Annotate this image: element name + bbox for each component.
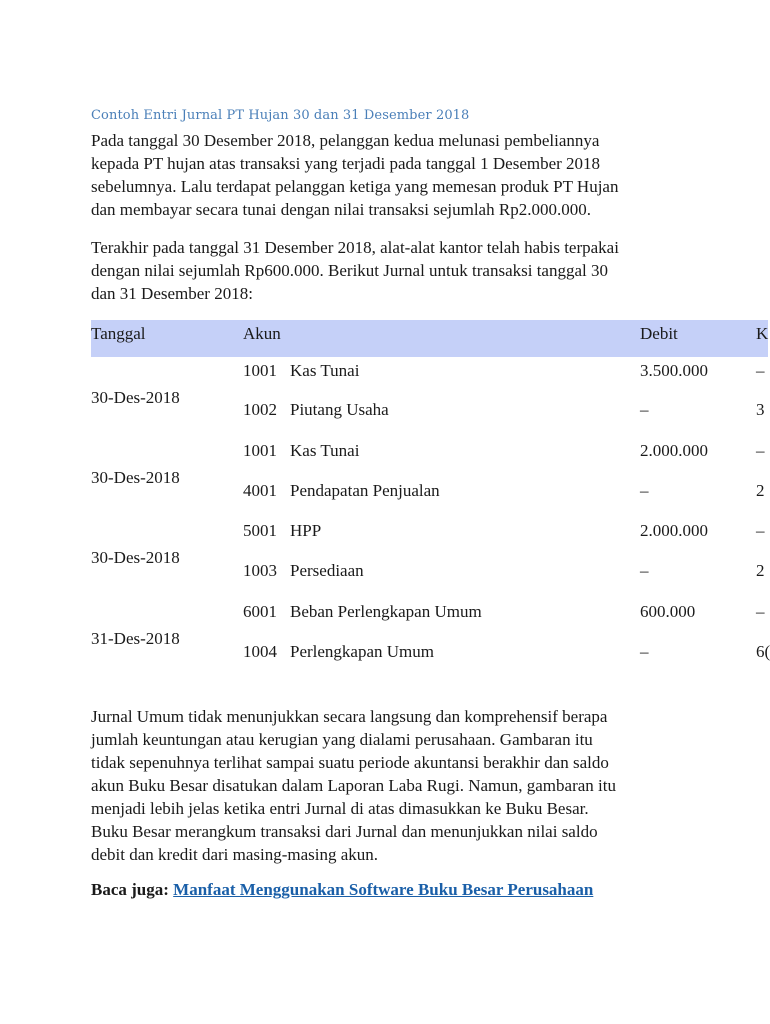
account-code: 6001	[243, 602, 277, 621]
kredit-value: 6(	[756, 642, 770, 661]
account-name: Piutang Usaha	[290, 400, 389, 419]
paragraph-second	[91, 236, 691, 305]
table-row	[91, 359, 768, 382]
debit-value: –	[640, 642, 649, 661]
account-code: 1001	[243, 361, 277, 380]
table-row	[91, 600, 768, 623]
paragraph-intro	[91, 129, 691, 221]
paragraph-line: akun Buku Besar disatukan dalam Laporan Laba Rugi. Namun, gambaran itu	[91, 776, 616, 795]
journal-entry	[91, 600, 768, 680]
paragraph-line: kepada PT hujan atas transaksi yang terjadi pada tanggal 1 Desember 2018	[91, 154, 601, 173]
account-code: 1002	[243, 400, 277, 419]
section-heading: Contoh Entri Jurnal PT Hujan 30 dan 31 Desember 2018	[91, 108, 470, 123]
account-name: Beban Perlengkapan Umum	[290, 602, 482, 621]
paragraph-line: Pada tanggal 30 Desember 2018, pelanggan kedua melunasi pembeliannya	[91, 131, 600, 150]
header-kredit: K	[756, 324, 769, 343]
debit-value: –	[640, 400, 649, 419]
header-debit: Debit	[640, 324, 678, 343]
account-name: Pendapatan Penjualan	[290, 481, 440, 500]
entry-date: 30-Des-2018	[91, 548, 180, 567]
header-tanggal: Tanggal	[91, 324, 146, 343]
journal-entry	[91, 439, 768, 519]
paragraph-explanation	[91, 705, 691, 866]
table-row	[91, 519, 768, 542]
paragraph-line: dan membayar secara tunai dengan nilai transaksi sejumlah Rp2.000.000.	[91, 200, 591, 219]
account-name: Kas Tunai	[290, 361, 360, 380]
table-row	[91, 640, 768, 663]
paragraph-line: dengan nilai sejumlah Rp600.000. Berikut Jurnal untuk transaksi tanggal 30	[91, 261, 608, 280]
kredit-value: –	[756, 441, 765, 460]
account-code: 1001	[243, 441, 277, 460]
account-code: 5001	[243, 521, 277, 540]
see-also-label: Baca juga:	[91, 880, 169, 899]
table-row	[91, 479, 768, 502]
account-code: 1004	[243, 642, 277, 661]
see-also	[91, 878, 593, 901]
account-name: Perlengkapan Umum	[290, 642, 434, 661]
paragraph-line: tidak sepenuhnya terlihat sampai suatu periode akuntansi berakhir dan saldo	[91, 753, 609, 772]
debit-value: –	[640, 481, 649, 500]
paragraph-line: Buku Besar merangkum transaksi dari Jurnal dan menunjukkan nilai saldo	[91, 822, 598, 841]
paragraph-line: jumlah keuntungan atau kerugian yang dialami perusahaan. Gambaran itu	[91, 730, 593, 749]
entry-date: 30-Des-2018	[91, 388, 180, 407]
journal-entry	[91, 519, 768, 599]
account-code: 1003	[243, 561, 277, 580]
kredit-value: –	[756, 521, 765, 540]
account-name: Persediaan	[290, 561, 364, 580]
entry-date: 30-Des-2018	[91, 468, 180, 487]
kredit-value: 2	[756, 561, 765, 580]
account-code: 4001	[243, 481, 277, 500]
account-name: HPP	[290, 521, 322, 540]
paragraph-line: Terakhir pada tanggal 31 Desember 2018, alat-alat kantor telah habis terpakai	[91, 238, 619, 257]
paragraph-line: debit dan kredit dari masing-masing akun.	[91, 845, 379, 864]
debit-value: 600.000	[640, 602, 696, 621]
kredit-value: –	[756, 361, 765, 380]
paragraph-line: dan 31 Desember 2018:	[91, 284, 253, 303]
paragraph-line: Jurnal Umum tidak menunjukkan secara langsung dan komprehensif berapa	[91, 707, 608, 726]
header-akun: Akun	[243, 324, 281, 343]
account-name: Kas Tunai	[290, 441, 360, 460]
table-row	[91, 439, 768, 462]
table-row	[91, 398, 768, 421]
table-header-row	[91, 320, 768, 357]
kredit-value: –	[756, 602, 765, 621]
see-also-link[interactable]: Manfaat Menggunakan Software Buku Besar Perusahaan	[173, 880, 594, 899]
paragraph-line: sebelumnya. Lalu terdapat pelanggan ketiga yang memesan produk PT Hujan	[91, 177, 619, 196]
paragraph-line: menjadi lebih jelas ketika entri Jurnal di atas dimasukkan ke Buku Besar.	[91, 799, 589, 818]
debit-value: –	[640, 561, 649, 580]
journal-entry	[91, 359, 768, 439]
debit-value: 3.500.000	[640, 361, 708, 380]
kredit-value: 3	[756, 400, 765, 419]
debit-value: 2.000.000	[640, 441, 708, 460]
entry-date: 31-Des-2018	[91, 629, 180, 648]
debit-value: 2.000.000	[640, 521, 708, 540]
table-row	[91, 559, 768, 582]
kredit-value: 2	[756, 481, 765, 500]
